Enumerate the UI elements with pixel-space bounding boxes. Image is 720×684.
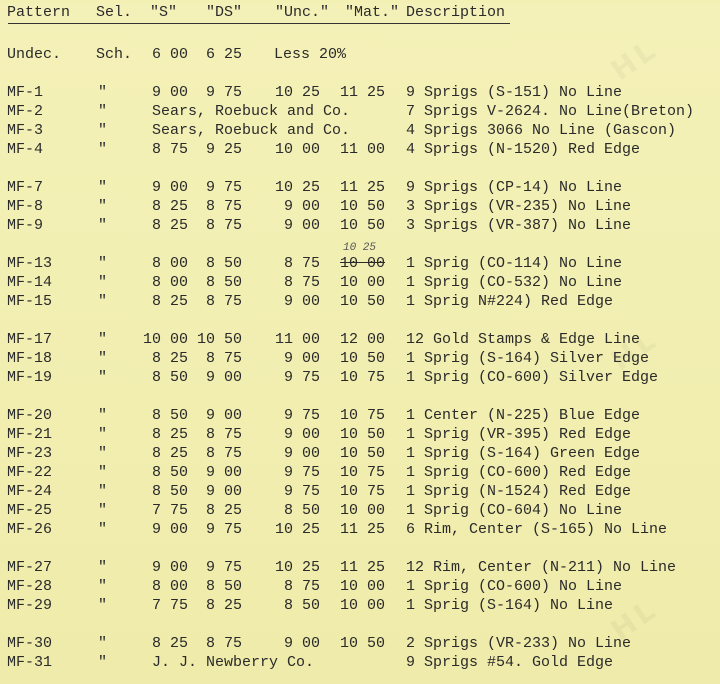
row-s: 8 25 bbox=[152, 445, 189, 462]
row-sel: " bbox=[98, 179, 108, 196]
row-unc: 9 00 bbox=[284, 426, 321, 443]
row-description: 1 Sprig (CO-114) No Line bbox=[406, 255, 623, 272]
row-description: 3 Sprigs (VR-387) No Line bbox=[406, 217, 632, 234]
row-ds: 6 25 bbox=[206, 46, 243, 63]
row-sel: " bbox=[98, 141, 108, 158]
row-sel: " bbox=[98, 369, 108, 386]
row-pattern: MF-22 bbox=[7, 464, 53, 481]
header-sel: Sel. bbox=[96, 4, 133, 21]
row-pattern: MF-7 bbox=[7, 179, 44, 196]
row-s: 8 50 bbox=[152, 464, 189, 481]
row-description: 6 Rim, Center (S-165) No Line bbox=[406, 521, 668, 538]
row-pattern: MF-25 bbox=[7, 502, 53, 519]
row-mat: 10 50 bbox=[340, 426, 386, 443]
row-description: 7 Sprigs V-2624. No Line(Breton) bbox=[406, 103, 695, 120]
row-sel: " bbox=[98, 274, 108, 291]
row-ds: 8 75 bbox=[206, 217, 243, 234]
row-sel: " bbox=[98, 597, 108, 614]
row-description: 9 Sprigs (CP-14) No Line bbox=[406, 179, 623, 196]
row-s: 8 50 bbox=[152, 407, 189, 424]
row-unc: 10 25 bbox=[275, 84, 321, 101]
row-pattern: MF-18 bbox=[7, 350, 53, 367]
row-description: 1 Sprig (CO-600) Silver Edge bbox=[406, 369, 659, 386]
row-description: 1 Sprig (S-164) No Line bbox=[406, 597, 614, 614]
row-description: 1 Sprig (CO-532) No Line bbox=[406, 274, 623, 291]
row-company: Sears, Roebuck and Co. bbox=[152, 122, 351, 139]
row-mat: 11 00 bbox=[340, 141, 386, 158]
row-ds: 9 25 bbox=[206, 141, 243, 158]
row-unc: 8 50 bbox=[284, 502, 321, 519]
row-sel: " bbox=[98, 255, 108, 272]
row-s: 8 75 bbox=[152, 141, 189, 158]
row-ds: 9 75 bbox=[206, 179, 243, 196]
row-unc: 9 75 bbox=[284, 464, 321, 481]
row-pattern: MF-21 bbox=[7, 426, 53, 443]
header-mat: "Mat." bbox=[345, 4, 400, 21]
row-s: 8 25 bbox=[152, 426, 189, 443]
row-description: 2 Sprigs (VR-233) No Line bbox=[406, 635, 632, 652]
row-unc: 9 00 bbox=[284, 293, 321, 310]
row-description: 4 Sprigs 3066 No Line (Gascon) bbox=[406, 122, 677, 139]
row-s: 8 50 bbox=[152, 369, 189, 386]
row-description: 1 Sprig (N-1524) Red Edge bbox=[406, 483, 632, 500]
row-ds: 8 75 bbox=[206, 445, 243, 462]
row-mat: 11 25 bbox=[340, 521, 386, 538]
row-mat: 11 25 bbox=[340, 84, 386, 101]
row-company: J. J. Newberry Co. bbox=[152, 654, 315, 671]
row-ds: 10 50 bbox=[197, 331, 243, 348]
row-unc: 10 00 bbox=[275, 141, 321, 158]
row-mat: 10 00 bbox=[340, 274, 386, 291]
row-sel: " bbox=[98, 635, 108, 652]
row-ds: 9 00 bbox=[206, 483, 243, 500]
header-description: Description bbox=[406, 4, 506, 21]
row-unc: 9 00 bbox=[284, 635, 321, 652]
row-unc: 10 25 bbox=[275, 179, 321, 196]
row-mat: 10 00 bbox=[340, 502, 386, 519]
row-pattern: MF-2 bbox=[7, 103, 44, 120]
row-unc: 9 00 bbox=[284, 350, 321, 367]
row-sel: " bbox=[98, 407, 108, 424]
row-unc: 8 75 bbox=[284, 578, 321, 595]
row-s: 8 25 bbox=[152, 293, 189, 310]
row-sel: " bbox=[98, 217, 108, 234]
header-ds: "DS" bbox=[206, 4, 243, 21]
row-pattern: Undec. bbox=[7, 46, 62, 63]
row-unc: 8 50 bbox=[284, 597, 321, 614]
row-ds: 9 75 bbox=[206, 521, 243, 538]
row-pattern: MF-27 bbox=[7, 559, 53, 576]
price-list-page bbox=[0, 3, 720, 684]
row-mat: 11 25 bbox=[340, 179, 386, 196]
row-ds: 8 75 bbox=[206, 198, 243, 215]
row-description: 1 Sprig (S-164) Green Edge bbox=[406, 445, 641, 462]
row-s: 8 00 bbox=[152, 274, 189, 291]
row-unc: 9 00 bbox=[284, 217, 321, 234]
row-ds: 8 25 bbox=[206, 597, 243, 614]
row-s: 9 00 bbox=[152, 179, 189, 196]
row-mat: 10 50 bbox=[340, 293, 386, 310]
row-s: 10 00 bbox=[143, 331, 189, 348]
row-ds: 9 75 bbox=[206, 84, 243, 101]
row-description: 9 Sprigs #54. Gold Edge bbox=[406, 654, 614, 671]
row-unc: Less 20% bbox=[274, 46, 347, 63]
row-pattern: MF-29 bbox=[7, 597, 53, 614]
row-pattern: MF-20 bbox=[7, 407, 53, 424]
row-mat: 10 75 bbox=[340, 483, 386, 500]
row-pattern: MF-23 bbox=[7, 445, 53, 462]
row-mat: 10 00 bbox=[340, 597, 386, 614]
row-ds: 9 00 bbox=[206, 464, 243, 481]
row-pattern: MF-13 bbox=[7, 255, 53, 272]
row-description: 1 Sprig (VR-395) Red Edge bbox=[406, 426, 632, 443]
row-sel: " bbox=[98, 331, 108, 348]
row-pattern: MF-8 bbox=[7, 198, 44, 215]
row-mat: 10 75 bbox=[340, 464, 386, 481]
row-ds: 8 25 bbox=[206, 502, 243, 519]
row-unc: 10 25 bbox=[275, 559, 321, 576]
row-pattern: MF-1 bbox=[7, 84, 44, 101]
row-mat: 10 00 bbox=[340, 578, 386, 595]
header-pattern: Pattern bbox=[7, 4, 71, 21]
row-description: 3 Sprigs (VR-235) No Line bbox=[406, 198, 632, 215]
row-ds: 9 75 bbox=[206, 559, 243, 576]
row-mat: 10 50 bbox=[340, 217, 386, 234]
row-pattern: MF-28 bbox=[7, 578, 53, 595]
row-s: 8 00 bbox=[152, 578, 189, 595]
row-s: 9 00 bbox=[152, 84, 189, 101]
row-sel: " bbox=[98, 122, 108, 139]
row-company: Sears, Roebuck and Co. bbox=[152, 103, 351, 120]
row-pattern: MF-14 bbox=[7, 274, 53, 291]
row-description: 1 Sprig N#224) Red Edge bbox=[406, 293, 614, 310]
row-ds: 8 50 bbox=[206, 274, 243, 291]
row-s: 6 00 bbox=[152, 46, 189, 63]
row-ds: 9 00 bbox=[206, 407, 243, 424]
row-ds: 8 75 bbox=[206, 635, 243, 652]
row-ds: 9 00 bbox=[206, 369, 243, 386]
row-sel: " bbox=[98, 654, 108, 671]
row-ds: 8 75 bbox=[206, 350, 243, 367]
row-mat: 10 75 bbox=[340, 407, 386, 424]
row-sel: " bbox=[98, 578, 108, 595]
row-pattern: MF-3 bbox=[7, 122, 44, 139]
row-mat: 10 50 bbox=[340, 635, 386, 652]
row-unc: 11 00 bbox=[275, 331, 321, 348]
row-s: 9 00 bbox=[152, 521, 189, 538]
row-unc: 9 75 bbox=[284, 483, 321, 500]
row-mat: 12 00 bbox=[340, 331, 386, 348]
row-unc: 9 00 bbox=[284, 198, 321, 215]
row-unc: 10 25 bbox=[275, 521, 321, 538]
row-description: 12 Rim, Center (N-211) No Line bbox=[406, 559, 677, 576]
row-pattern: MF-31 bbox=[7, 654, 53, 671]
row-unc: 9 75 bbox=[284, 369, 321, 386]
row-pattern: MF-30 bbox=[7, 635, 53, 652]
row-mat: 10 00 bbox=[340, 255, 386, 272]
watermark: HL bbox=[604, 591, 665, 648]
row-sel: " bbox=[98, 84, 108, 101]
row-description: 12 Gold Stamps & Edge Line bbox=[406, 331, 641, 348]
row-description: 1 Sprig (CO-604) No Line bbox=[406, 502, 623, 519]
row-sel: " bbox=[98, 426, 108, 443]
row-ds: 8 75 bbox=[206, 426, 243, 443]
row-mat-correction: 10 25 bbox=[343, 242, 377, 254]
row-description: 1 Sprig (CO-600) No Line bbox=[406, 578, 623, 595]
row-mat: 10 50 bbox=[340, 350, 386, 367]
row-sel: Sch. bbox=[96, 46, 133, 63]
row-s: 8 25 bbox=[152, 635, 189, 652]
row-sel: " bbox=[98, 198, 108, 215]
row-pattern: MF-19 bbox=[7, 369, 53, 386]
row-ds: 8 50 bbox=[206, 578, 243, 595]
row-sel: " bbox=[98, 445, 108, 462]
row-sel: " bbox=[98, 103, 108, 120]
row-description: 9 Sprigs (S-151) No Line bbox=[406, 84, 623, 101]
header-unc: "Unc." bbox=[275, 4, 330, 21]
row-mat: 10 50 bbox=[340, 445, 386, 462]
row-pattern: MF-4 bbox=[7, 141, 44, 158]
row-mat: 10 75 bbox=[340, 369, 386, 386]
header-s: "S" bbox=[150, 4, 178, 21]
row-mat: 11 25 bbox=[340, 559, 386, 576]
row-description: 1 Center (N-225) Blue Edge bbox=[406, 407, 641, 424]
row-ds: 8 50 bbox=[206, 255, 243, 272]
row-pattern: MF-24 bbox=[7, 483, 53, 500]
row-pattern: MF-26 bbox=[7, 521, 53, 538]
row-unc: 8 75 bbox=[284, 255, 321, 272]
watermark: HL bbox=[604, 321, 665, 378]
row-s: 8 25 bbox=[152, 198, 189, 215]
row-s: 7 75 bbox=[152, 597, 189, 614]
row-unc: 9 75 bbox=[284, 407, 321, 424]
row-s: 7 75 bbox=[152, 502, 189, 519]
row-pattern: MF-17 bbox=[7, 331, 53, 348]
row-sel: " bbox=[98, 483, 108, 500]
row-sel: " bbox=[98, 464, 108, 481]
row-unc: 8 75 bbox=[284, 274, 321, 291]
row-description: 1 Sprig (CO-600) Red Edge bbox=[406, 464, 632, 481]
row-sel: " bbox=[98, 350, 108, 367]
price-table bbox=[0, 3, 720, 684]
row-s: 8 25 bbox=[152, 350, 189, 367]
row-sel: " bbox=[98, 293, 108, 310]
row-s: 8 00 bbox=[152, 255, 189, 272]
row-mat: 10 50 bbox=[340, 198, 386, 215]
row-description: 4 Sprigs (N-1520) Red Edge bbox=[406, 141, 641, 158]
row-s: 8 25 bbox=[152, 217, 189, 234]
row-pattern: MF-15 bbox=[7, 293, 53, 310]
row-sel: " bbox=[98, 521, 108, 538]
row-sel: " bbox=[98, 502, 108, 519]
watermark: HL bbox=[604, 31, 665, 88]
row-sel: " bbox=[98, 559, 108, 576]
row-s: 9 00 bbox=[152, 559, 189, 576]
row-pattern: MF-9 bbox=[7, 217, 44, 234]
row-s: 8 50 bbox=[152, 483, 189, 500]
row-ds: 8 75 bbox=[206, 293, 243, 310]
row-unc: 9 00 bbox=[284, 445, 321, 462]
row-description: 1 Sprig (S-164) Silver Edge bbox=[406, 350, 650, 367]
